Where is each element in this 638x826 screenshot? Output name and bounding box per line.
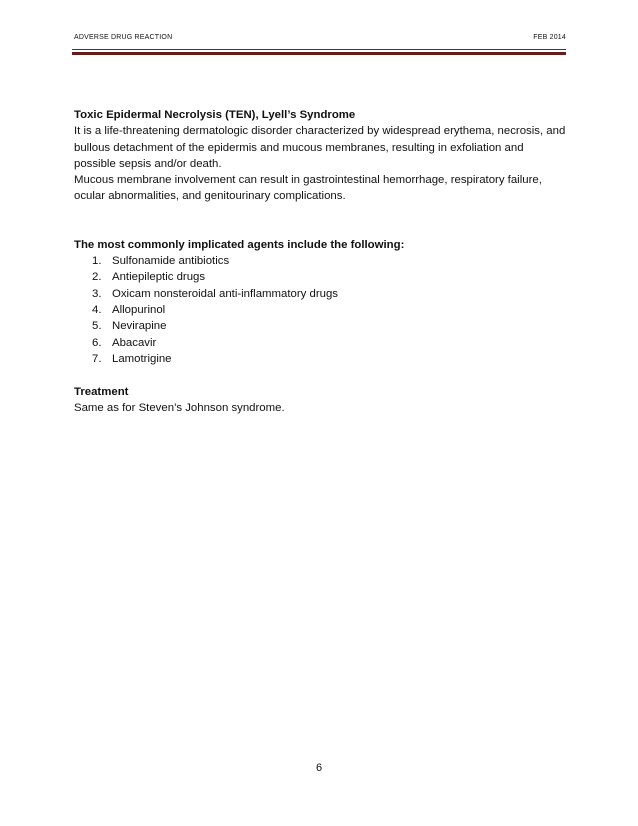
list-item-label: Allopurinol xyxy=(112,303,166,316)
header-rule-thick xyxy=(72,52,566,55)
list-number: 4. xyxy=(92,303,102,316)
list-number: 6. xyxy=(92,336,102,349)
page-number: 6 xyxy=(315,762,323,774)
list-item xyxy=(74,351,566,367)
list-item xyxy=(74,302,566,318)
page-body xyxy=(74,107,566,417)
list-item xyxy=(74,253,566,269)
agents-heading: The most commonly implicated agents include the following: xyxy=(74,238,405,251)
list-item xyxy=(74,335,566,351)
spacer xyxy=(74,367,566,384)
list-item xyxy=(74,318,566,334)
list-item-label: Sulfonamide antibiotics xyxy=(112,255,230,268)
list-number: 3. xyxy=(92,287,102,300)
list-item xyxy=(74,269,566,285)
header-title: ADVERSE DRUG REACTION xyxy=(74,34,173,41)
agents-list xyxy=(74,253,566,367)
spacer xyxy=(74,205,566,237)
header-date: FEB 2014 xyxy=(533,34,566,41)
list-number: 7. xyxy=(92,352,102,365)
list-number: 5. xyxy=(92,320,102,333)
list-item-label: Abacavir xyxy=(112,336,157,349)
complications-paragraph: Mucous membrane involvement can result in gastrointestinal hemorrhage, respiratory failure, ocular abnormalities, and genitourinary complications. xyxy=(74,174,542,203)
header-rule-thin xyxy=(72,49,566,50)
section-title: Toxic Epidermal Necrolysis (TEN), Lyell’s Syndrome xyxy=(74,109,356,121)
treatment-text: Same as for Steven’s Johnson syndrome. xyxy=(74,402,285,415)
definition-paragraph: It is a life-threatening dermatologic disorder characterized by widespread erythema, necrosis, and bullous detachment of the epidermis and mucous membranes, resulting in exfoliation and possible sepsis and/or death. xyxy=(74,125,566,170)
list-number: 2. xyxy=(92,271,102,284)
list-item-label: Antiepileptic drugs xyxy=(112,271,206,284)
treatment-heading: Treatment xyxy=(74,386,129,399)
list-item xyxy=(74,286,566,302)
list-number: 1. xyxy=(92,255,102,268)
list-item-label: Oxicam nonsteroidal anti-inflammatory drugs xyxy=(112,287,339,300)
list-item-label: Lamotrigine xyxy=(112,352,172,365)
list-item-label: Nevirapine xyxy=(112,320,167,333)
